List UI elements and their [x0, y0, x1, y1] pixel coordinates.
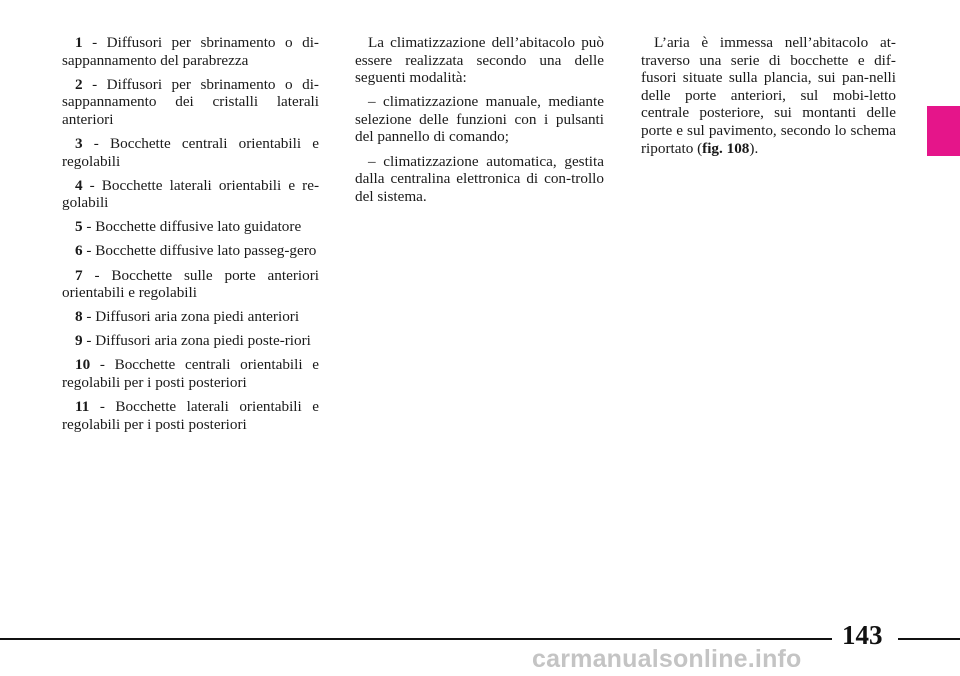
automatic-mode-paragraph: – climatizzazione automatica, gestita dalla centralina elettronica di con-trollo del sistema. — [355, 152, 604, 205]
legend-item — [62, 267, 319, 302]
section-tab-marker — [927, 106, 960, 156]
legend-number: 8 — [75, 308, 83, 326]
legend-text: - Bocchette laterali orientabili e re-golabili — [62, 176, 319, 212]
legend-text: - Bocchette sulle porte anteriori orientabili e regolabili — [62, 266, 319, 302]
legend-text: - Bocchette laterali orientabili e regolabili per i posti posteriori — [62, 398, 319, 433]
modes-intro-paragraph: La climatizzazione dell’abitacolo può essere realizzata secondo una delle seguenti modalità: — [355, 34, 604, 87]
legend-item — [62, 135, 319, 170]
legend-text: - Bocchette centrali orientabili e regolabili — [62, 134, 319, 170]
legend-text: - Diffusori aria zona piedi poste-riori — [82, 332, 311, 350]
air-distribution-paragraph — [641, 34, 896, 157]
air-distribution-column — [641, 34, 896, 164]
legend-number: 4 — [75, 176, 83, 194]
legend-number: 7 — [75, 266, 83, 284]
legend-item — [62, 177, 319, 212]
legend-text: - Bocchette centrali orientabili e regolabili per i posti posteriori — [62, 356, 319, 391]
legend-text: - Bocchette diffusive lato guidatore — [82, 218, 302, 236]
legend-text: - Diffusori per sbrinamento o di-sappannamento dei cristalli laterali anteriori — [62, 75, 319, 128]
legend-item — [62, 34, 319, 69]
watermark: carmanualsonline.info — [532, 645, 802, 673]
legend-number: 11 — [75, 398, 90, 416]
legend-number: 3 — [75, 134, 83, 152]
legend-text: - Bocchette diffusive lato passeg-gero — [82, 242, 317, 260]
legend-item — [62, 242, 319, 260]
air-distribution-text: L’aria è immessa nell’abitacolo at-traverso una serie di bocchette e dif-fusori situate sulla plancia, sui pan-nelli delle porte anteriori, sul mobi-letto centrale posteriore, sui montanti delle porte e sul pavimento, secondo lo schema riportato ( — [641, 34, 896, 157]
legend-number: 2 — [75, 75, 83, 93]
legend-item — [62, 356, 319, 391]
legend-number: 1 — [75, 34, 83, 51]
page-number: 143 — [842, 620, 883, 650]
legend-item — [62, 332, 319, 350]
legend-number: 6 — [75, 242, 83, 260]
legend-text: - Diffusori aria zona piedi anteriori — [82, 308, 300, 326]
climate-modes-column — [355, 34, 604, 212]
legend-column — [62, 34, 319, 440]
legend-text: - Diffusori per sbrinamento o di-sappannamento del parabrezza — [62, 34, 319, 69]
legend-number: 10 — [75, 356, 91, 374]
legend-item — [62, 76, 319, 129]
legend-item — [62, 218, 319, 236]
legend-number: 5 — [75, 218, 83, 236]
legend-number: 9 — [75, 332, 83, 350]
legend-item — [62, 398, 319, 433]
footer-rule — [0, 638, 960, 640]
air-distribution-text-end: ). — [749, 139, 759, 157]
figure-reference: fig. 108 — [702, 139, 750, 157]
legend-item — [62, 308, 319, 326]
manual-mode-paragraph: – climatizzazione manuale, mediante selezione delle funzioni con i pulsanti del pannello di comando; — [355, 93, 604, 146]
